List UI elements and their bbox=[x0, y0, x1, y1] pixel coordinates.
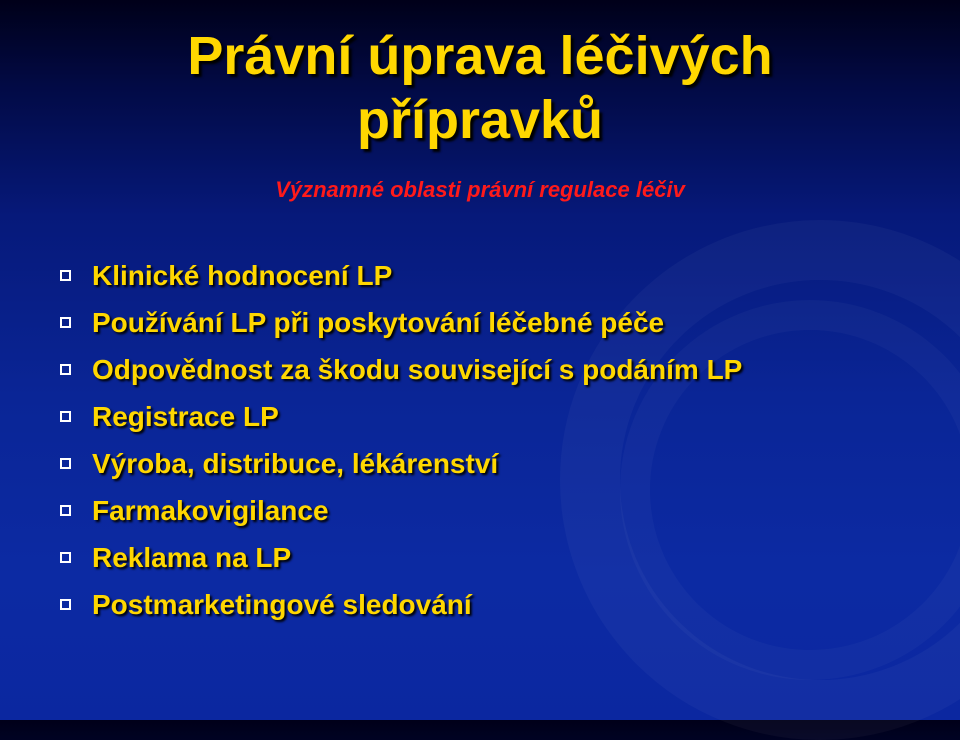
slide-title-line-2: přípravků bbox=[356, 90, 604, 150]
list-item bbox=[60, 252, 742, 299]
list-item bbox=[60, 299, 742, 346]
list-item-text: Odpovědnost za škodu související s podáním LP bbox=[92, 353, 743, 385]
list-item-text: Reklama na LP bbox=[92, 541, 292, 573]
slide-title bbox=[0, 24, 960, 152]
square-bullet-icon bbox=[60, 599, 71, 610]
list-item-text: Registrace LP bbox=[92, 400, 279, 432]
list-item-text: Používání LP při poskytování léčebné péče bbox=[92, 306, 665, 338]
list-item bbox=[60, 440, 742, 487]
square-bullet-icon bbox=[60, 364, 71, 375]
list-item bbox=[60, 581, 742, 628]
list-item bbox=[60, 487, 742, 534]
slide-title-line-1: Právní úprava léčivých bbox=[187, 26, 773, 86]
list-item-text: Farmakovigilance bbox=[92, 494, 329, 526]
slide-subtitle: Významné oblasti právní regulace léčiv bbox=[275, 177, 685, 202]
list-item bbox=[60, 534, 742, 581]
square-bullet-icon bbox=[60, 458, 71, 469]
square-bullet-icon bbox=[60, 317, 71, 328]
square-bullet-icon bbox=[60, 411, 71, 422]
square-bullet-icon bbox=[60, 552, 71, 563]
list-item bbox=[60, 393, 742, 440]
square-bullet-icon bbox=[60, 505, 71, 516]
square-bullet-icon bbox=[60, 270, 71, 281]
bullet-list bbox=[60, 252, 742, 628]
list-item-text: Výroba, distribuce, lékárenství bbox=[92, 447, 499, 479]
list-item-text: Klinické hodnocení LP bbox=[92, 259, 393, 291]
list-item bbox=[60, 346, 742, 393]
list-item-text: Postmarketingové sledování bbox=[92, 588, 472, 620]
